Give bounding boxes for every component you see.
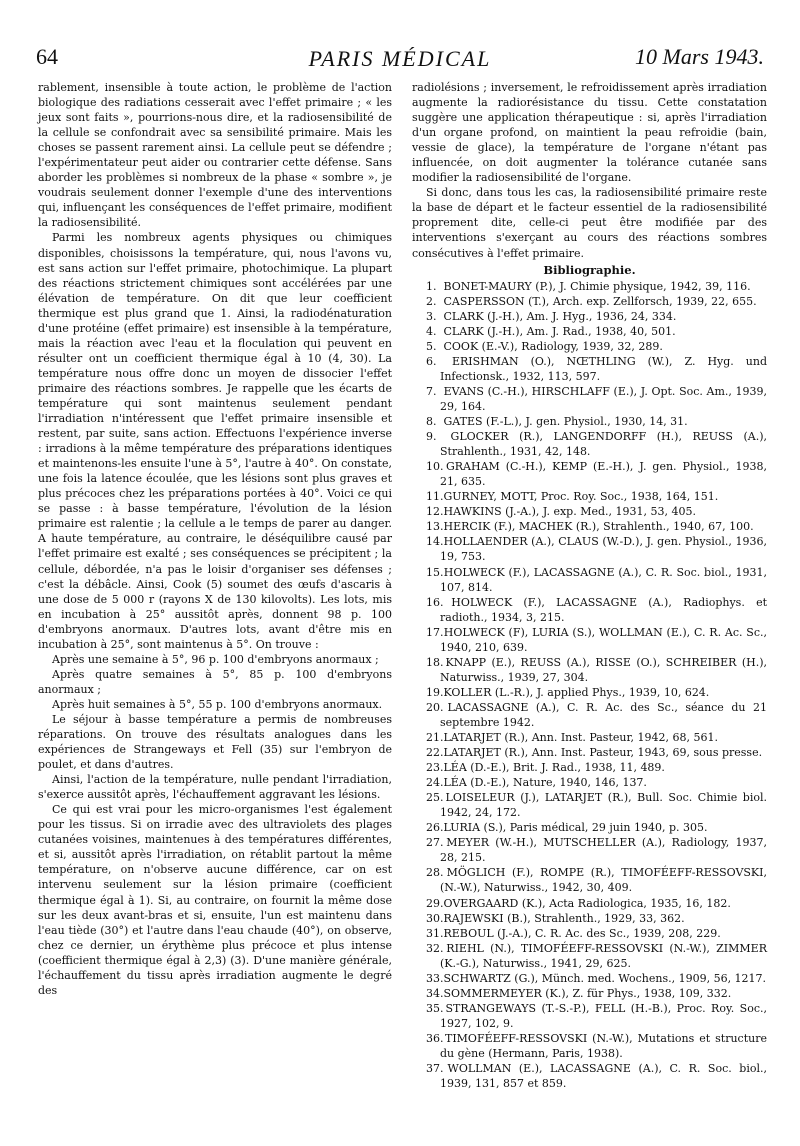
reference-number: 3. xyxy=(426,309,437,323)
reference-text: RAJEWSKI (B.), Strahlenth., 1929, 33, 362. xyxy=(440,911,685,925)
bibliography-entry xyxy=(412,835,767,865)
reference-text: SCHWARTZ (G.), Münch. med. Wochens., 1909, 56, 1217. xyxy=(440,971,767,985)
left-paragraph: Parmi les nombreux agents physiques ou chimiques disponibles, choisissons la température, qui, nous l'avons vu, est sans action sur l'effet primaire, photochimique. La plupart des réactions strictement chimiques sont accélérées par une élévation de température. On dit que leur coefficient thermique est plus grand que 1. Ainsi, la radiodénaturation d'une protéine (effet primaire) est insensible à la température, mais la réaction avec l'eau et la floculation qui peuvent en résulter ont un coefficient thermique égal à 10 (4, 30). La température nous offre donc un moyen de dissocier l'effet primaire des réactions sombres. Je rappelle que les écarts de température qui sont maintenus seulement pendant l'irradiation n'intéressent que l'effet primaire insensible et restent, par suite, sans action. Effectuons l'expérience inverse : irradions à la même température des préparations identiques et maintenons-les ensuite l'une à 5°, l'autre à 40°. On constate, une fois la latence écoulée, que les lésions sont plus graves et plus précoces chez les préparations portées à 40°. Voici ce qui se passe : à basse température, l'évolution de la lésion primaire est ralentie ; la cellule a le temps de parer au danger. A haute température, au contraire, le déséquilibre causé par l'effet primaire est exalté ; ses conséquences se précipitent ; la cellule, débordée, n'a pas le loisir d'organiser ses défenses ; c'est la débâcle. Ainsi, Cook (5) soumet des œufs d'ascaris à une dose de 5 000 r (rayons X de 130 kilovolts). Les lots, mis en incubation à 25° aussitôt après, donnent 98 p. 100 d'embryons anormaux. D'autres lots, avant d'être mis en incubation à 25°, sont maintenus à 5°. On trouve : xyxy=(38,231,392,651)
left-paragraph: Après une semaine à 5°, 96 p. 100 d'embryons anormaux ; xyxy=(52,652,379,666)
bibliography-entry xyxy=(412,384,767,414)
reference-number: 16. xyxy=(426,595,444,609)
reference-number: 13. xyxy=(426,520,444,534)
bibliography-entry xyxy=(412,941,767,971)
reference-text: KNAPP (E.), REUSS (A.), RISSE (O.), SCHREIBER (H.), Naturwiss., 1939, 27, 304. xyxy=(440,655,767,684)
issue-date: 10 Mars 1943. xyxy=(635,44,764,69)
bibliography-entry xyxy=(412,354,767,384)
right-paragraph: radiolésions ; inversement, le refroidissement après irradiation augmente la radiorésistance du tissu. Cette constatation suggère une application thérapeutique : si, après l'irradiation d'un organe profond, on maintient la peau refroidie (bain, vessie de glace), la température de l'organe n'étant pas influencée, on doit augmenter la tolérance cutanée sans modifier la radiosensibilité de l'organe. xyxy=(412,81,767,185)
bibliography-entry xyxy=(412,911,767,926)
reference-text: RIEHL (N.), TIMOFÉEFF-RESSOVSKI (N.-W.), ZIMMER (K.-G.), Naturwiss., 1941, 29, 625. xyxy=(440,941,767,970)
reference-number: 11. xyxy=(426,490,444,504)
left-paragraph: Ce qui est vrai pour les micro-organismes l'est également pour les tissus. Si on irradie avec des ultraviolets des plages cutanées voisines, maintenues à des températures différentes, et si, aussitôt après l'irradiation, on rétablit partout la même température, on n'observe aucune différence, car on est intervenu seulement sur la lésion primaire (coefficient thermique égal à 1). Si, au contraire, on fournit la même dose sur les deux avant-bras et si, ensuite, l'un est maintenu dans l'eau tiède (30°) et l'autre dans l'eau chaude (40°), on observe, chez ce dernier, un érythème plus précoce et plus intense (coefficient thermique égal à 2,3) (3). D'une manière générale, l'échauffement du tissu après irradiation augmente le degré des xyxy=(38,803,392,997)
reference-number: 4. xyxy=(426,324,437,338)
reference-number: 23. xyxy=(426,761,444,775)
reference-number: 20. xyxy=(426,700,444,714)
reference-number: 21. xyxy=(426,731,444,745)
bibliography-entry xyxy=(412,519,767,534)
reference-number: 18. xyxy=(426,655,444,669)
reference-number: 32. xyxy=(426,941,444,955)
reference-number: 10. xyxy=(426,460,444,474)
right-column-text xyxy=(412,80,767,261)
left-paragraph: Le séjour à basse température a permis de nombreuses réparations. On trouve des résultats analogues dans les expériences de Strangeways et Fell (35) sur l'embryon de poulet, et dans d'autres. xyxy=(38,712,392,772)
reference-text: GATES (F.-L.), J. gen. Physiol., 1930, 14, 31. xyxy=(440,415,688,429)
reference-text: GRAHAM (C.-H.), KEMP (E.-H.), J. gen. Physiol., 1938, 21, 635. xyxy=(440,460,767,489)
reference-number: 36. xyxy=(426,1031,444,1045)
bibliography-entry xyxy=(412,429,767,459)
bibliography-entry xyxy=(412,986,767,1001)
reference-text: GURNEY, MOTT, Proc. Roy. Soc., 1938, 164, 151. xyxy=(440,490,719,504)
reference-number: 26. xyxy=(426,821,444,835)
bibliography-entry xyxy=(412,1031,767,1061)
bibliography-entry xyxy=(412,775,767,790)
reference-text: LÉA (D.-E.), Brit. J. Rad., 1938, 11, 489. xyxy=(440,761,665,775)
reference-number: 7. xyxy=(426,384,437,398)
reference-number: 15. xyxy=(426,565,444,579)
bibliography-entry xyxy=(412,865,767,895)
reference-text: COOK (E.-V.), Radiology, 1939, 32, 289. xyxy=(440,339,663,353)
bibliography-entry xyxy=(412,339,767,354)
bibliography-entry xyxy=(412,324,767,339)
right-column xyxy=(412,80,767,1091)
reference-text: MEYER (W.-H.), MUTSCHELLER (A.), Radiology, 1937, 28, 215. xyxy=(440,836,767,865)
reference-text: CASPERSSON (T.), Arch. exp. Zellforsch, 1939, 22, 655. xyxy=(440,294,757,308)
left-paragraph: Ainsi, l'action de la température, nulle pendant l'irradiation, s'exerce aussitôt après, l'échauffement aggravant les lésions. xyxy=(38,773,392,802)
reference-number: 31. xyxy=(426,926,444,940)
bibliography-entry xyxy=(412,926,767,941)
reference-text: KOLLER (L.-R.), J. applied Phys., 1939, 10, 624. xyxy=(440,685,710,699)
reference-text: MÖGLICH (F.), ROMPE (R.), TIMOFÉEFF-RESSOVSKI, (N.-W.), Naturwiss., 1942, 30, 409. xyxy=(440,866,767,895)
bibliography-entry xyxy=(412,685,767,700)
journal-title: PARIS MÉDICAL xyxy=(308,46,492,71)
bibliography-entry xyxy=(412,279,767,294)
bibliography-entry xyxy=(412,565,767,595)
reference-text: GLOCKER (R.), LANGENDORFF (H.), REUSS (A.), Strahlenth., 1931, 42, 148. xyxy=(440,430,767,459)
reference-number: 2. xyxy=(426,294,437,308)
reference-text: CLARK (J.-H.), Am. J. Hyg., 1936, 24, 334. xyxy=(440,309,677,323)
bibliography-entry xyxy=(412,625,767,655)
reference-text: TIMOFÉEFF-RESSOVSKI (N.-W.), Mutations et structure du gène (Hermann, Paris, 1938). xyxy=(440,1031,767,1060)
reference-number: 28. xyxy=(426,866,444,880)
bibliography-entry xyxy=(412,760,767,775)
bibliography-entry xyxy=(412,309,767,324)
reference-text: HOLWECK (F.), LACASSAGNE (A.), Radiophys. et radioth., 1934, 3, 215. xyxy=(440,595,767,624)
reference-text: HOLWECK (F.), LACASSAGNE (A.), C. R. Soc. biol., 1931, 107, 814. xyxy=(440,565,767,594)
bibliography-entry xyxy=(412,534,767,564)
reference-number: 37. xyxy=(426,1062,444,1076)
reference-number: 12. xyxy=(426,505,444,519)
reference-text: EVANS (C.-H.), HIRSCHLAFF (E.), J. Opt. Soc. Am., 1939, 29, 164. xyxy=(440,384,767,413)
bibliography-entry xyxy=(412,595,767,625)
reference-text: REBOUL (J.-A.), C. R. Ac. des Sc., 1939, 208, 229. xyxy=(440,926,721,940)
reference-number: 8. xyxy=(426,415,437,429)
bibliography-entry xyxy=(412,896,767,911)
bibliography-entry xyxy=(412,1061,767,1091)
page-header xyxy=(36,44,764,84)
reference-text: STRANGEWAYS (T.-S.-P.), FELL (H.-B.), Proc. Roy. Soc., 1927, 102, 9. xyxy=(440,1001,767,1030)
reference-text: HAWKINS (J.-A.), J. exp. Med., 1931, 53, 405. xyxy=(440,505,696,519)
bibliography-entry xyxy=(412,820,767,835)
reference-number: 5. xyxy=(426,339,437,353)
reference-number: 29. xyxy=(426,896,444,910)
reference-number: 33. xyxy=(426,971,444,985)
bibliography-entry xyxy=(412,489,767,504)
reference-number: 27. xyxy=(426,836,444,850)
reference-text: LÉA (D.-E.), Nature, 1940, 146, 137. xyxy=(440,776,647,790)
left-column xyxy=(38,80,392,998)
bibliography-entry xyxy=(412,459,767,489)
bibliography-entry xyxy=(412,971,767,986)
reference-number: 6. xyxy=(426,354,437,368)
reference-text: LOISELEUR (J.), LATARJET (R.), Bull. Soc. Chimie biol. 1942, 24, 172. xyxy=(440,791,767,820)
reference-number: 24. xyxy=(426,776,444,790)
left-paragraph: rablement, insensible à toute action, le problème de l'action biologique des radiations cesserait avec l'effet primaire ; « les jeux sont faits », pourrions-nous dire, et la radiosensibilité de la cellule se confondrait avec sa sensibilité primaire. Mais les choses se passent rarement ainsi. La cellule peut se défendre ; l'expérimentateur peut aider ou contrarier cette défense. Sans aborder les problèmes si nombreux de la phase « sombre », je voudrais seulement donner l'exemple d'une des interventions qui, influençant les conséquences de l'effet primaire, modifient la radiosensibilité. xyxy=(38,81,392,230)
reference-number: 1. xyxy=(426,279,437,293)
reference-text: OVERGAARD (K.), Acta Radiologica, 1935, 16, 182. xyxy=(440,896,731,910)
reference-text: HERCIK (F.), MACHEK (R.), Strahlenth., 1940, 67, 100. xyxy=(440,520,754,534)
reference-number: 35. xyxy=(426,1001,444,1015)
bibliography-entry xyxy=(412,414,767,429)
reference-text: BONET-MAURY (P.), J. Chimie physique, 1942, 39, 116. xyxy=(440,279,751,293)
reference-text: SOMMERMEYER (K.), Z. für Phys., 1938, 109, 332. xyxy=(440,986,732,1000)
reference-text: HOLWECK (F), LURIA (S.), WOLLMAN (E.), C. R. Ac. Sc., 1940, 210, 639. xyxy=(440,625,767,654)
reference-number: 22. xyxy=(426,746,444,760)
left-paragraph: Après quatre semaines à 5°, 85 p. 100 d'embryons anormaux ; xyxy=(38,667,392,696)
bibliography-title: Bibliographie. xyxy=(543,262,636,277)
reference-number: 25. xyxy=(426,791,444,805)
reference-text: LATARJET (R.), Ann. Inst. Pasteur, 1942, 68, 561. xyxy=(440,731,718,745)
bibliography-entry xyxy=(412,730,767,745)
reference-text: LATARJET (R.), Ann. Inst. Pasteur, 1943, 69, sous presse. xyxy=(440,746,763,760)
bibliography-entry xyxy=(412,790,767,820)
reference-number: 30. xyxy=(426,911,444,925)
reference-number: 19. xyxy=(426,685,444,699)
reference-text: WOLLMAN (E.), LACASSAGNE (A.), C. R. Soc. biol., 1939, 131, 857 et 859. xyxy=(440,1062,767,1091)
bibliography-entry xyxy=(412,1001,767,1031)
reference-number: 14. xyxy=(426,535,444,549)
bibliography-entry xyxy=(412,700,767,730)
reference-number: 17. xyxy=(426,625,444,639)
reference-text: CLARK (J.-H.), Am. J. Rad., 1938, 40, 501. xyxy=(440,324,676,338)
bibliography-entry xyxy=(412,294,767,309)
reference-number: 9. xyxy=(426,430,437,444)
page-number: 64 xyxy=(36,44,58,69)
bibliography-entry xyxy=(412,745,767,760)
reference-text: LACASSAGNE (A.), C. R. Ac. des Sc., séance du 21 septembre 1942. xyxy=(440,700,767,729)
bibliography-entry xyxy=(412,655,767,685)
reference-text: HOLLAENDER (A.), CLAUS (W.-D.), J. gen. Physiol., 1936, 19, 753. xyxy=(440,535,767,564)
bibliography-entry xyxy=(412,504,767,519)
bibliography-list xyxy=(412,279,767,1092)
reference-number: 34. xyxy=(426,986,444,1000)
left-paragraph: Après huit semaines à 5°, 55 p. 100 d'embryons anormaux. xyxy=(52,697,383,711)
reference-text: ERISHMAN (O.), NŒTHLING (W.), Z. Hyg. und Infectionsk., 1932, 113, 597. xyxy=(440,354,767,383)
reference-text: LURIA (S.), Paris médical, 29 juin 1940, p. 305. xyxy=(440,821,708,835)
right-paragraph: Si donc, dans tous les cas, la radiosensibilité primaire reste la base de départ et le facteur essentiel de la radiosensibilité proprement dite, celle-ci peut être modifiée par des interventions s'exerçant au cours des réactions sombres consécutives à l'effet primaire. xyxy=(412,186,767,260)
